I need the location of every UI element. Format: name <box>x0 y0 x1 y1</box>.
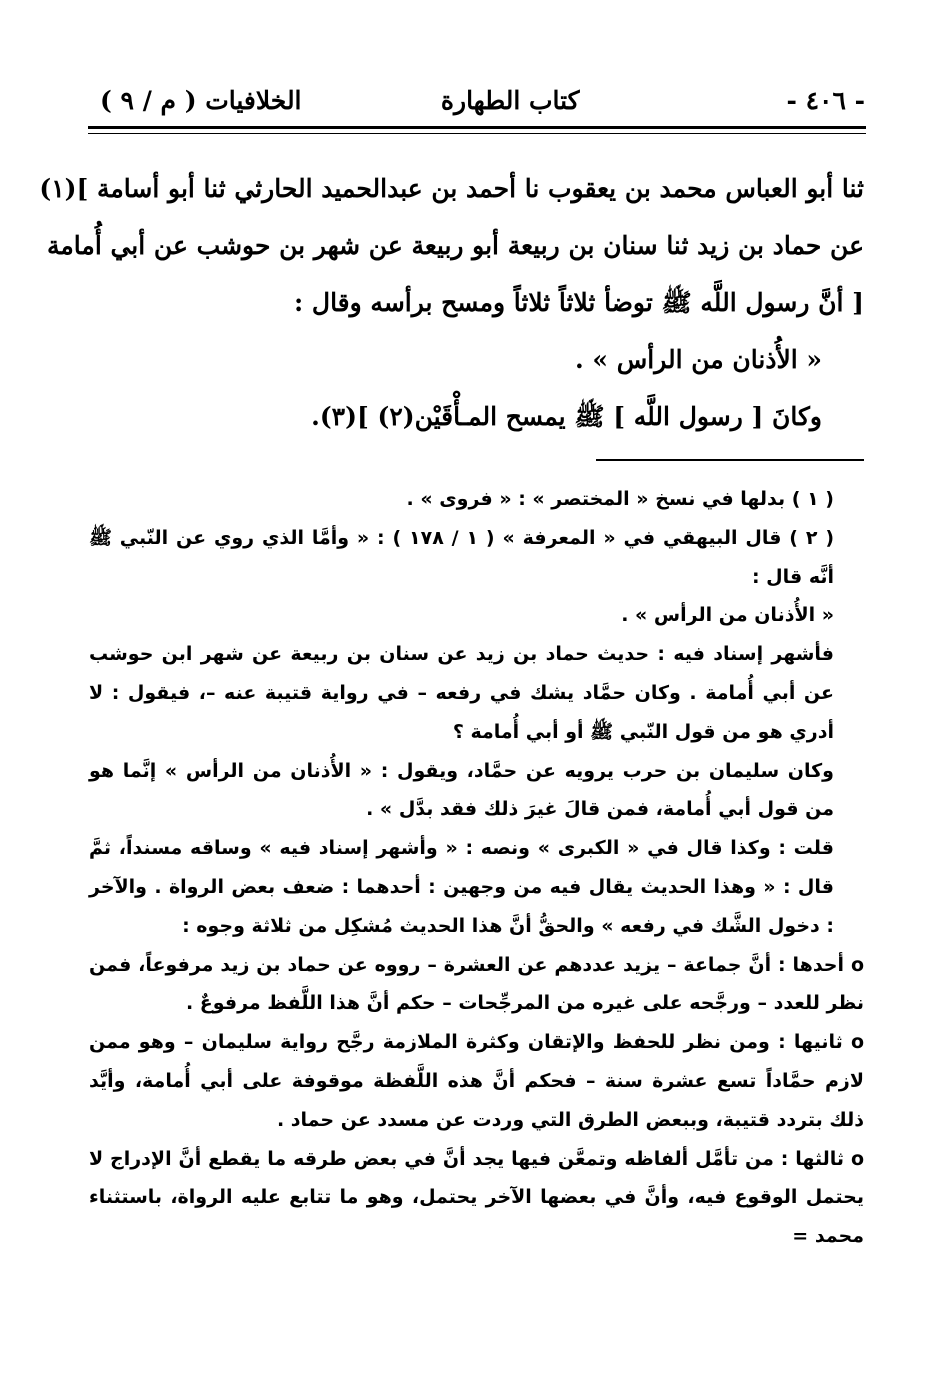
section-title: الخلافيات ( م / ٩ ) <box>100 85 302 115</box>
footnote-1: ( ١ ) بدلها في نسخ « المختصر » : « فروى » . <box>406 488 834 510</box>
book-title: كتاب الطهارة <box>440 85 580 115</box>
main-line: وكانَ [ رسول اللَّه ] ﷺ يمسح المـأْقَيْن(٢) ](٣). <box>311 402 822 431</box>
page-number: - ٤٠٦ - <box>786 85 865 115</box>
main-line: « الأُذنان من الرأس » . <box>575 345 822 374</box>
main-line: ثنا أبو العباس محمد بن يعقوب نا أحمد بن عبدالحميد الحارثي ثنا أبو أسامة ](١) <box>39 174 864 203</box>
main-text <box>39 160 864 445</box>
footnote-point-1: o أحدها : أنَّ جماعة – يزيد عددهم عن العشرة – رووه عن حماد بن زيد مرفوعاً، فمن نظر للعدد – ورجَّحه على غيره من المرجِّحات – حكم أنَّ هذا اللَّفظ مرفوعٌ . <box>89 953 864 1015</box>
footnote-quote: « الأُذنان من الرأس » . <box>621 604 834 627</box>
header-rule-thin <box>88 133 866 134</box>
footnote-point-3: o ثالثها : من تأمَّل ألفاظه وتمعَّن فيها يجد أنَّ في بعض طرقه ما يقطع أنَّ الإدراج لا يحتمل الوقوع فيه، وأنَّ في بعضها الآخر يحتمل، وهو ما تتابع عليه الرواة، باستثناء محمد = <box>89 1147 864 1248</box>
footnotes <box>89 480 864 1256</box>
header-rule-thick <box>88 126 866 129</box>
footnote-paragraph: قلت : وكذا قال في « الكبرى » ونصه : « وأشهر إسناد فيه » وساقه مسنداً، ثمَّ قال : « وهذا الحديث يقال فيه من وجهين : أحدهما : ضعف بعض الرواة . والآخر : دخول الشَّك في رفعه » والحقُّ أنَّ هذا الحديث مُشكِل من ثلاثة وجوه : <box>89 837 834 937</box>
main-line: عن حماد بن زيد ثنا سنان بن ربيعة أبو ربيعة عن شهر بن حوشب عن أبي أُمامة <box>47 231 864 260</box>
footnote-paragraph: وكان سليمان بن حرب يرويه عن حمَّاد، ويقول : « الأُذنان من الرأس » إنَّما هو من قول أبي أُمامة، فمن قالَ غيرَ ذلك فقد بدَّل » . <box>89 759 834 821</box>
running-header <box>100 78 865 122</box>
footnote-point-2: o ثانيها : ومن نظر للحفظ والإتقان وكثرة الملازمة رجَّح رواية سليمان – وهو ممن لازم حمَّاداً تسع عشرة سنة – فحكم أنَّ هذه اللَّفظة موقوفة على أبي أُمامة، وأيَّد ذلك بتردد قتيبة، وببعض الطرق التي وردت عن مسدد عن حماد . <box>89 1031 864 1131</box>
footnote-paragraph: فأشهر إسناد فيه : حديث حماد بن زيد عن سنان بن ربيعة عن شهر ابن حوشب عن أبي أُمامة . وكان حمَّاد يشك في رفعه – في رواية قتيبة عنه –، فيقول : لا أدري هو من قول النّبي ﷺ أو أبي أُمامة ؟ <box>89 643 834 743</box>
footnote-separator <box>596 459 864 461</box>
main-line: [ أنَّ رسول اللَّه ﷺ توضأ ثلاثاً ثلاثاً ومسح برأسه وقال : <box>293 288 864 317</box>
footnote-2: ( ٢ ) قال البيهقي في « المعرفة » ( ١ / ١٧٨ ) : « وأمَّا الذي روي عن النّبي ﷺ أنَّه قال : <box>89 526 835 588</box>
